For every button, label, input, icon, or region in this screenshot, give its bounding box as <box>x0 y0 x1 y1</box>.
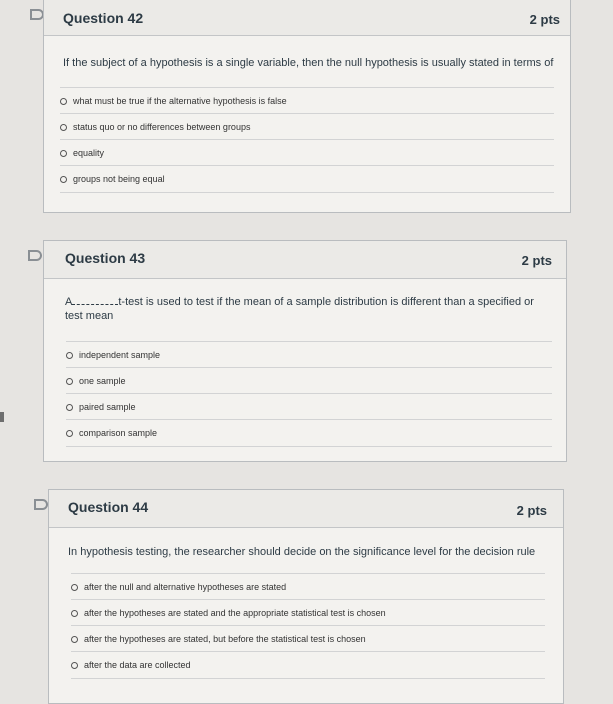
radio-button[interactable] <box>60 176 67 183</box>
flag-question-icon[interactable] <box>28 250 42 261</box>
question-points: 2 pts <box>516 503 547 518</box>
radio-button[interactable] <box>66 404 73 411</box>
question-header <box>44 0 570 36</box>
answer-label: what must be true if the alternative hypothesis is false <box>73 96 287 106</box>
answer-label: groups not being equal <box>73 174 165 184</box>
question-card-42 <box>43 0 571 213</box>
flag-question-icon[interactable] <box>34 499 48 510</box>
radio-button[interactable] <box>66 430 73 437</box>
radio-button[interactable] <box>60 124 67 131</box>
answer-option[interactable] <box>71 599 545 626</box>
answer-label: status quo or no differences between groups <box>73 122 251 132</box>
radio-button[interactable] <box>60 98 67 105</box>
answer-option[interactable] <box>60 165 554 193</box>
answer-option[interactable] <box>66 367 552 394</box>
answer-option[interactable] <box>60 87 554 114</box>
question-text <box>65 295 555 323</box>
answer-label: paired sample <box>79 402 136 412</box>
answer-label: after the hypotheses are stated, but before the statistical test is chosen <box>84 634 366 644</box>
question-title: Question 44 <box>68 499 149 515</box>
question-points: 2 pts <box>529 12 560 27</box>
radio-button[interactable] <box>71 662 78 669</box>
question-text-line2: test mean <box>65 310 114 322</box>
answer-option[interactable] <box>71 625 545 652</box>
radio-button[interactable] <box>71 584 78 591</box>
question-points: 2 pts <box>521 253 552 268</box>
answer-option[interactable] <box>66 341 552 368</box>
question-card-44 <box>48 489 564 704</box>
question-header <box>44 241 566 279</box>
question-header <box>49 490 563 528</box>
answer-label: comparison sample <box>79 428 158 438</box>
answer-label: after the data are collected <box>84 660 191 670</box>
radio-button[interactable] <box>66 352 73 359</box>
answer-label: one sample <box>79 376 126 386</box>
edge-marker <box>0 412 4 422</box>
answer-option[interactable] <box>60 139 554 166</box>
answer-label: after the null and alternative hypotheses are stated <box>84 582 287 592</box>
question-title: Question 43 <box>65 250 146 266</box>
answer-label: equality <box>73 148 105 158</box>
radio-button[interactable] <box>71 636 78 643</box>
question-text-end: t-test is used to test if the mean of a sample distribution is different than a specified or <box>118 296 534 308</box>
radio-button[interactable] <box>71 610 78 617</box>
answer-label: independent sample <box>79 350 161 360</box>
question-text: In hypothesis testing, the researcher should decide on the significance level for the decision rule <box>68 546 536 558</box>
fill-in-blank <box>72 295 118 305</box>
answer-option[interactable] <box>71 573 545 600</box>
question-title: Question 42 <box>63 10 144 26</box>
radio-button[interactable] <box>66 378 73 385</box>
question-card-43 <box>43 240 567 462</box>
flag-question-icon[interactable] <box>30 9 44 20</box>
answer-option[interactable] <box>66 393 552 420</box>
answer-option[interactable] <box>71 651 545 679</box>
radio-button[interactable] <box>60 150 67 157</box>
question-text: If the subject of a hypothesis is a single variable, then the null hypothesis is usually stated in terms of <box>63 57 554 69</box>
answer-label: after the hypotheses are stated and the appropriate statistical test is chosen <box>84 608 386 618</box>
answer-option[interactable] <box>66 419 552 447</box>
question-text-start: A <box>65 296 73 308</box>
answer-option[interactable] <box>60 113 554 140</box>
